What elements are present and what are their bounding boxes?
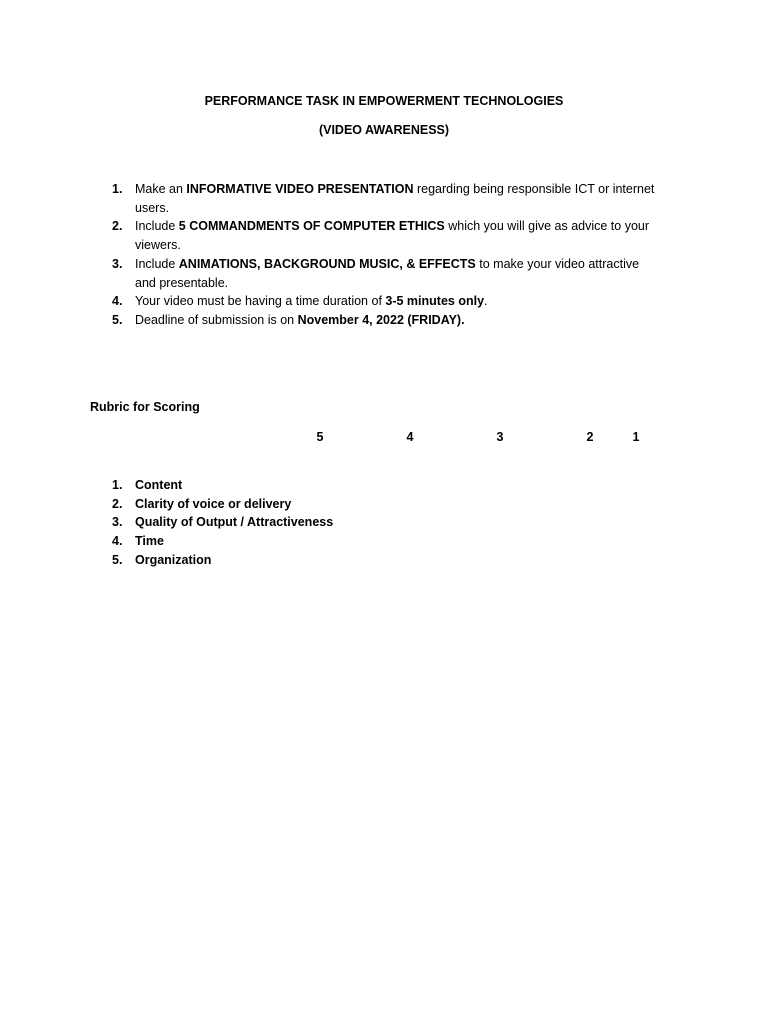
task-item-1 — [110, 180, 655, 217]
score-header-2: 2 — [586, 430, 594, 444]
task-item-2 — [110, 217, 655, 254]
criteria-number: 2. — [112, 496, 123, 511]
task-number: 1. — [112, 182, 123, 196]
score-header-1: 1 — [632, 430, 640, 444]
task-number: 4. — [112, 294, 123, 309]
task-text-pre: Your video must be having a time duration of — [135, 294, 386, 309]
task-text-post: regarding being responsible ICT or internet users. — [135, 182, 655, 215]
criteria-item-organization — [110, 551, 333, 570]
task-number: 5. — [112, 312, 123, 327]
criteria-label: Quality of Output / Attractiveness — [135, 515, 334, 530]
criteria-item-time — [110, 532, 333, 551]
task-text-bold: INFORMATIVE VIDEO PRESENTATION — [186, 182, 414, 196]
task-number: 2. — [112, 219, 123, 234]
criteria-number: 4. — [112, 534, 123, 549]
criteria-number: 1. — [112, 478, 123, 492]
task-text-bold: 3-5 minutes only — [385, 294, 485, 309]
score-header-4: 4 — [406, 430, 414, 444]
criteria-number: 3. — [112, 515, 123, 530]
task-text-pre: Include — [135, 219, 179, 234]
document-title: PERFORMANCE TASK IN EMPOWERMENT TECHNOLOGIES — [204, 94, 564, 108]
criteria-item-content — [110, 476, 333, 495]
task-item-4 — [110, 292, 655, 311]
criteria-list — [110, 476, 333, 570]
task-list — [110, 180, 655, 330]
criteria-label: Time — [135, 534, 164, 549]
task-number: 3. — [112, 256, 123, 271]
task-text-bold: November 4, 2022 (FRIDAY). — [297, 312, 465, 327]
criteria-label: Content — [135, 478, 183, 492]
document-subtitle: (VIDEO AWARENESS) — [318, 123, 450, 137]
task-text-bold: ANIMATIONS, BACKGROUND MUSIC, & EFFECTS — [178, 256, 476, 271]
task-text-pre: Deadline of submission is on — [135, 312, 298, 327]
task-text-post: which you will give as advice to your viewers. — [135, 219, 650, 253]
task-text-pre: Include — [135, 256, 179, 271]
task-text-pre: Make an — [135, 182, 187, 196]
criteria-item-quality — [110, 513, 333, 532]
task-text-post: to make your video attractive and presentable. — [135, 256, 640, 290]
criteria-label: Clarity of voice or delivery — [135, 496, 292, 511]
task-text-post: . — [484, 294, 488, 309]
score-header-5: 5 — [316, 430, 324, 444]
rubric-title: Rubric for Scoring — [90, 400, 200, 414]
task-item-5 — [110, 311, 655, 330]
task-item-3 — [110, 255, 655, 292]
task-text-bold: 5 COMMANDMENTS OF COMPUTER ETHICS — [178, 219, 445, 234]
criteria-item-clarity — [110, 495, 333, 514]
criteria-label: Organization — [135, 552, 212, 567]
score-header-3: 3 — [496, 430, 504, 444]
criteria-number: 5. — [112, 552, 123, 567]
